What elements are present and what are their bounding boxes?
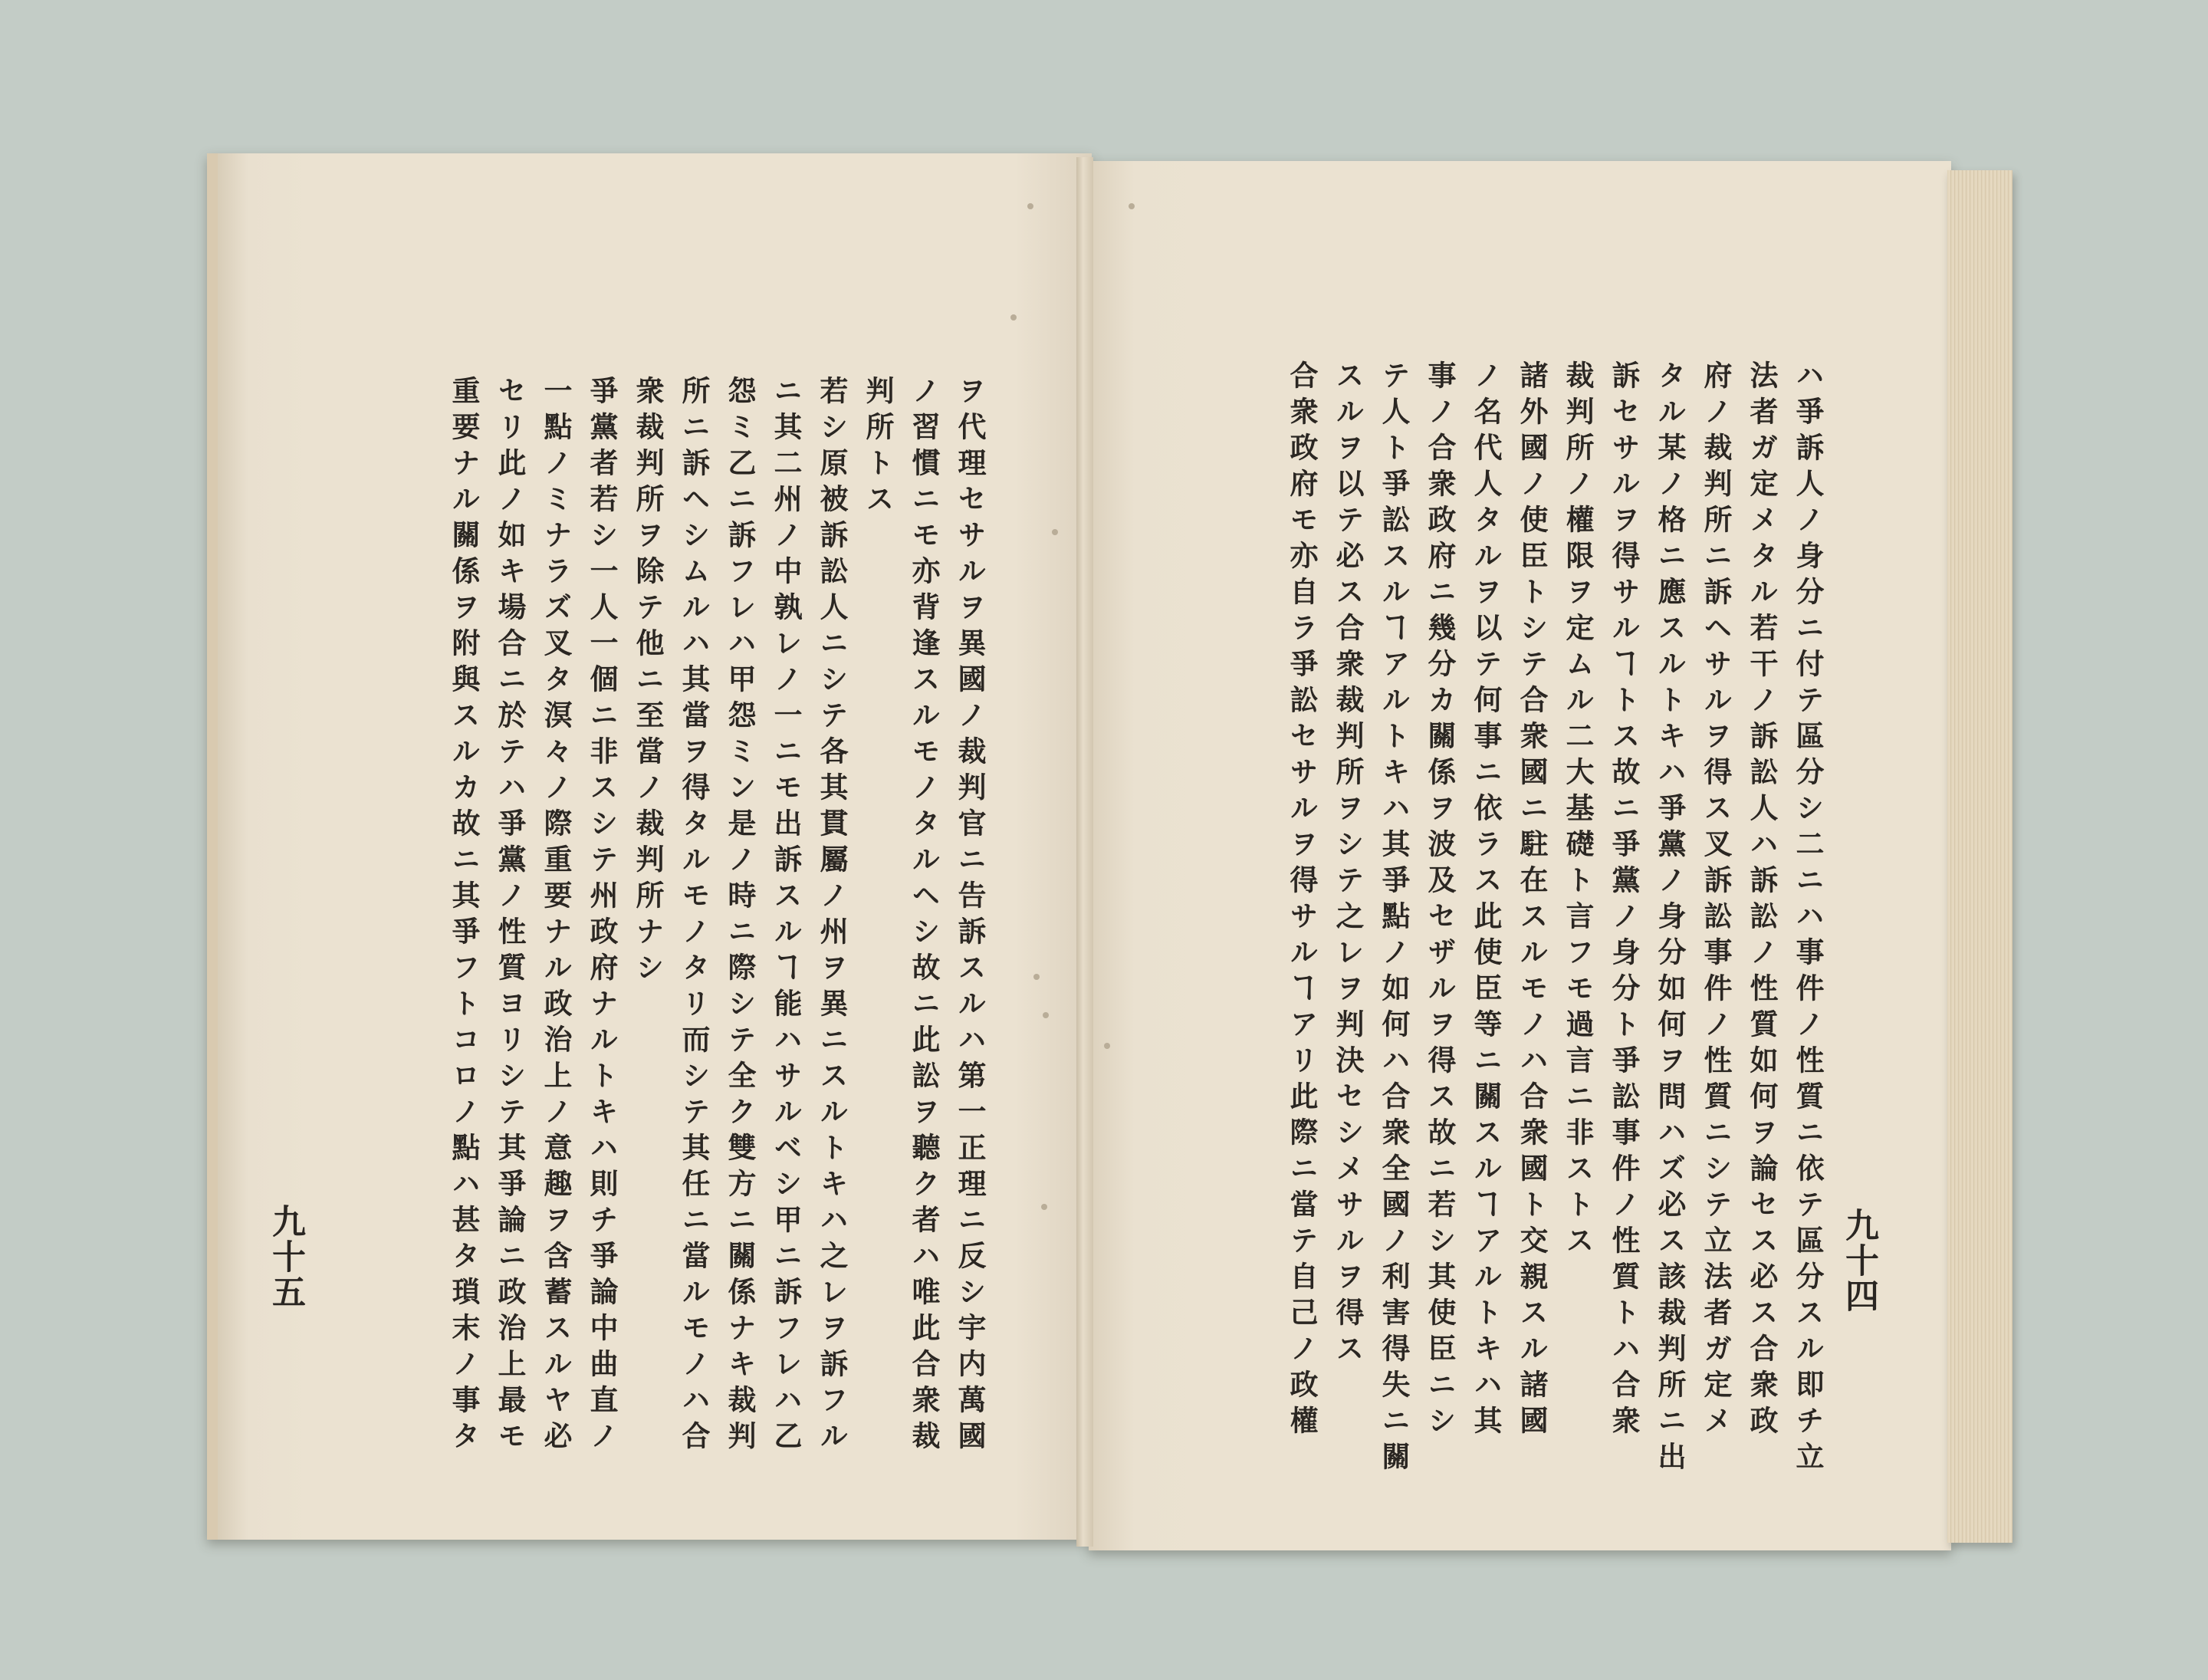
text-line: 爭黨者若シ一人一個ニ非スシテ州政府ナルトキハ則チ爭論中曲直ノ — [585, 376, 619, 1457]
text-line: 怨ミ乙ニ訴フレハ甲怨ミン是ノ時ニ際シテ全ク雙方ニ關係ナキ裁判 — [723, 376, 757, 1457]
text-line: 合衆政府モ亦自ラ爭訟セサルヲ得サルヿアリ此際ニ當テ自己ノ政權 — [1285, 360, 1319, 1442]
text-line: 衆裁判所ヲ除テ他ニ至當ノ裁判所ナシ — [631, 376, 665, 988]
paper-speck — [1104, 1043, 1110, 1049]
paper-speck — [1052, 529, 1058, 535]
text-line: 府ノ裁判所ニ訴ヘサルヲ得ス叉訴訟事件ノ性質ニシテ立法者ガ定メ — [1699, 360, 1733, 1442]
book-gutter — [1076, 157, 1093, 1547]
text-line: ニ其二州ノ中孰レノ一ニモ出訴スルヿ能ハサルベシ甲ニ訴フレハ乙 — [769, 376, 803, 1457]
paper-speck — [1033, 974, 1040, 980]
text-line: 若シ原被訴訟人ニシテ各其貫屬ノ州ヲ異ニスルトキハ之レヲ訴フル — [815, 376, 849, 1457]
paper-speck — [1041, 1204, 1047, 1210]
text-line: ハ爭訴人ノ身分ニ付テ區分シ二ニハ事件ノ性質ニ依テ區分スル即チ立 — [1791, 360, 1825, 1478]
paper-speck — [1010, 314, 1017, 321]
text-line: スルヲ以テ必ス合衆裁判所ヲシテ之レヲ判決セシメサルヲ得ス — [1331, 360, 1365, 1369]
text-line: 重要ナル關係ヲ附與スルカ故ニ其爭フトコロノ點ハ甚タ瑣末ノ事タ — [447, 376, 481, 1457]
text-line: 判所トス — [861, 376, 895, 520]
text-line: セリ此ノ如キ場合ニ於テハ爭黨ノ性質ヨリシテ其爭論ニ政治上最モ — [493, 376, 527, 1457]
page-number-left: 九十五 — [266, 1204, 305, 1310]
paper-speck — [1027, 203, 1033, 209]
text-line: 諸外國ノ使臣トシテ合衆國ニ駐在スルモノハ合衆國ト交親スル諸國 — [1515, 360, 1549, 1442]
page-number-right: 九十四 — [1839, 1208, 1878, 1313]
text-line: ヲ代理セサルヲ異國ノ裁判官ニ告訴スルハ第一正理ニ反シ宇内萬國 — [953, 376, 987, 1457]
text-line: テ人ト爭訟スルヿアルトキハ其爭點ノ如何ハ合衆全國ノ利害得失ニ關 — [1377, 360, 1411, 1478]
text-line: ノ名代人タルヲ以テ何事ニ依ラス此使臣等ニ關スルヿアルトキハ其 — [1469, 360, 1503, 1442]
page-stack-edge — [1947, 170, 2013, 1543]
right-page-text — [1171, 360, 1831, 1478]
paper-speck — [1129, 203, 1135, 209]
text-line: ノ習慣ニモ亦背逢スルモノタルヘシ故ニ此訟ヲ聽ク者ハ唯此合衆裁 — [907, 376, 941, 1457]
paper-speck — [1043, 1012, 1049, 1018]
text-line: 法者ガ定メタル若干ノ訴訟人ハ訴訟ノ性質如何ヲ論セス必ス合衆政 — [1745, 360, 1779, 1442]
text-line: 訴セサルヲ得サルヿトス故ニ爭黨ノ身分ト爭訟事件ノ性質トハ合衆 — [1607, 360, 1641, 1442]
text-line: タル某ノ格ニ應スルトキハ爭黨ノ身分如何ヲ問ハズ必ス該裁判所ニ出 — [1653, 360, 1687, 1478]
text-line: 裁判所ノ權限ヲ定ムル二大基礎ト言フモ過言ニ非ストス — [1561, 360, 1595, 1261]
text-line: 一點ノミナラズ叉タ溟々ノ際重要ナル政治上ノ意趣ヲ含蓄スルヤ必 — [539, 376, 573, 1457]
text-line: 所ニ訴ヘシムルハ其當ヲ得タルモノタリ而シテ其任ニ當ルモノハ合 — [677, 376, 711, 1457]
text-line: 事ノ合衆政府ニ幾分カ關係ヲ波及セザルヲ得ス故ニ若シ其使臣ニシ — [1423, 360, 1457, 1442]
left-page-text — [310, 376, 993, 1457]
